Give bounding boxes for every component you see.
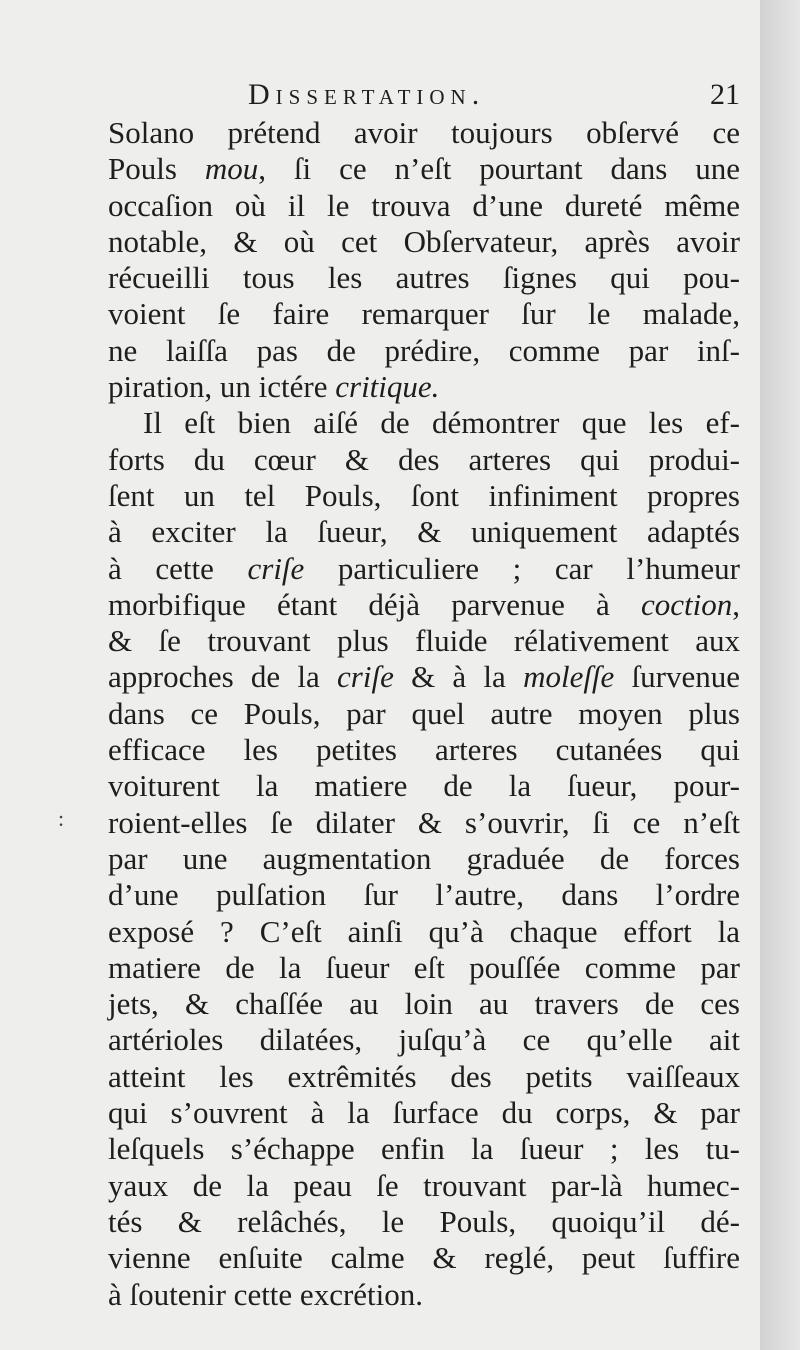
text-line xyxy=(108,914,740,950)
running-head-title: Dissertation. xyxy=(248,78,486,111)
text-line xyxy=(108,841,740,877)
text-line xyxy=(108,296,740,332)
text-line xyxy=(108,1168,740,1204)
text-line xyxy=(108,115,740,151)
text-line xyxy=(108,333,740,369)
text-run: notable, & où cet Obſervateur, après avoir xyxy=(108,223,740,259)
text-line xyxy=(108,659,740,695)
margin-mark: : xyxy=(58,806,65,831)
text-run: à cette xyxy=(108,550,248,586)
text-run: par une augmentation graduée de forces xyxy=(108,840,740,876)
text-run: d’une pulſation ſur l’autre, dans l’ordre xyxy=(108,877,740,913)
italic-text: coction xyxy=(641,586,733,622)
text-line xyxy=(108,551,740,587)
text-run: , xyxy=(732,586,740,622)
text-line xyxy=(108,442,740,478)
text-run: matiere de la ſueur eſt pouſſée comme par xyxy=(108,949,740,985)
italic-text: moleſſe xyxy=(523,659,615,695)
text-line xyxy=(108,732,740,768)
text-line xyxy=(108,696,740,732)
text-run: particuliere ; car l’humeur xyxy=(304,550,740,586)
text-line xyxy=(108,1240,740,1276)
text-line xyxy=(108,986,740,1022)
text-run: qui s’ouvrent à la ſurface du corps, & par xyxy=(108,1095,740,1131)
text-line xyxy=(108,1095,740,1131)
text-line xyxy=(108,405,740,441)
text-run: Il eſt bien aiſé de démontrer que les ef- xyxy=(143,405,740,441)
running-head xyxy=(108,78,740,118)
text-line xyxy=(108,1059,740,1095)
text-run: & à la xyxy=(393,659,524,695)
text-run: forts du cœur & des arteres qui produi- xyxy=(108,441,740,477)
text-run: jets, & chaſſée au loin au travers de ces xyxy=(108,986,740,1022)
text-line xyxy=(108,1204,740,1240)
text-run: Solano prétend avoir toujours obſervé ce xyxy=(108,115,740,150)
text-run: voient ſe faire remarquer ſur le malade, xyxy=(108,296,740,332)
text-run: récueilli tous les autres ſignes qui pou- xyxy=(108,260,740,296)
italic-text: criſe xyxy=(337,659,394,695)
text-line xyxy=(108,805,740,841)
italic-text: critique. xyxy=(335,369,440,405)
text-line xyxy=(108,1277,740,1313)
page-number: 21 xyxy=(710,78,740,111)
body-text xyxy=(108,115,740,1313)
text-line xyxy=(108,151,740,187)
text-line xyxy=(108,768,740,804)
text-run: vienne enſuite calme & reglé, peut ſuffire xyxy=(108,1240,740,1276)
text-line xyxy=(108,188,740,224)
text-run: occaſion où il le trouva d’une dureté même xyxy=(108,187,740,223)
page-edge xyxy=(760,0,800,1350)
text-run: Pouls xyxy=(108,151,205,187)
text-run: atteint les extrêmités des petits vaiſſeaux xyxy=(108,1058,740,1094)
text-run: voiturent la matiere de la ſueur, pour- xyxy=(108,768,740,804)
text-line xyxy=(108,1022,740,1058)
text-line xyxy=(108,1131,740,1167)
text-run: ſurvenue xyxy=(614,659,741,695)
text-run: ſent un tel Pouls, ſont infiniment propres xyxy=(108,477,740,513)
text-line xyxy=(108,260,740,296)
text-line xyxy=(108,950,740,986)
text-line xyxy=(108,369,740,405)
text-run: roient-elles ſe dilater & s’ouvrir, ſi ce n’eſt xyxy=(108,804,740,840)
text-run: ne laiſſa pas de prédire, comme par inſ- xyxy=(108,332,740,368)
text-run: & ſe trouvant plus fluide rélativement aux xyxy=(108,623,740,659)
text-run: tés & relâchés, le Pouls, quoiqu’il dé- xyxy=(108,1203,740,1239)
text-line xyxy=(108,623,740,659)
text-line xyxy=(108,224,740,260)
text-line xyxy=(108,877,740,913)
text-line xyxy=(108,478,740,514)
text-run: piration, un ictére xyxy=(108,369,336,405)
text-run: , ſi ce n’eſt pourtant dans une xyxy=(258,151,741,187)
text-line xyxy=(108,587,740,623)
text-run: yaux de la peau ſe trouvant par-là humec- xyxy=(108,1167,740,1203)
text-run: dans ce Pouls, par quel autre moyen plus xyxy=(108,695,740,731)
text-line xyxy=(108,514,740,550)
italic-text: criſe xyxy=(247,550,305,586)
text-run: approches de la xyxy=(108,659,338,695)
text-run: morbifique étant déjà parvenue à xyxy=(108,586,641,622)
text-run: efficace les petites arteres cutanées qui xyxy=(108,732,740,768)
text-run: leſquels s’échappe enfin la ſueur ; les tu- xyxy=(108,1131,740,1167)
text-run: artérioles dilatées, juſqu’à ce qu’elle ait xyxy=(108,1022,740,1058)
italic-text: mou xyxy=(204,151,259,187)
text-run: à ſoutenir cette excrétion. xyxy=(108,1276,424,1312)
text-run: exposé ? C’eſt ainſi qu’à chaque effort la xyxy=(108,913,740,949)
text-run: à exciter la ſueur, & uniquement adaptés xyxy=(108,514,740,550)
